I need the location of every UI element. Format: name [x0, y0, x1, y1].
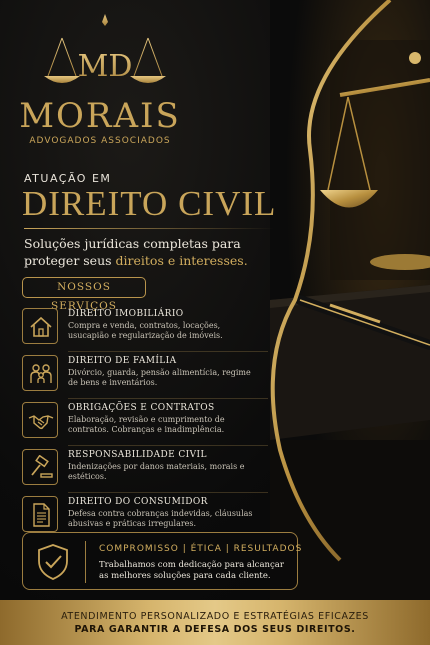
service-item-civil-liability: [22, 447, 272, 491]
brand-subtitle: ADVOGADOS ASSOCIADOS: [29, 136, 171, 146]
service-description: Divórcio, guarda, pensão alimentícia, regime de bens e inventários.: [68, 368, 251, 387]
service-title: DIREITO IMOBILIÁRIO: [68, 309, 184, 319]
commitment-box: [22, 532, 303, 590]
footer-line-2: PARA GARANTIR A DEFESA DOS SEUS DIREITOS.: [74, 624, 356, 635]
service-title: DIREITO DO CONSUMIDOR: [68, 497, 208, 507]
handshake-icon: [22, 402, 58, 438]
commitment-message: Trabalhamos com dedicação para alcançar as melhores soluções para cada cliente.: [99, 560, 284, 581]
service-title: OBRIGAÇÕES E CONTRATOS: [68, 403, 215, 413]
house-icon: [22, 308, 58, 344]
service-description: Indenizações por danos materiais, morais e estéticos.: [68, 462, 245, 481]
service-title: DIREITO DE FAMÍLIA: [68, 356, 177, 366]
service-description: Elaboração, revisão e cumprimento de contratos. Cobranças e inadimplência.: [68, 415, 225, 434]
brand-block: [0, 98, 200, 146]
scales-and-pen-photo: [270, 0, 430, 600]
hero-headline: DIREITO CIVIL: [22, 184, 277, 223]
hero-lead-highlight: direitos e interesses.: [115, 253, 248, 268]
service-description: Defesa contra cobranças indevidas, cláusulas abusivas e práticas irregulares.: [68, 509, 253, 528]
headline-divider: [24, 228, 274, 229]
divider: [68, 398, 268, 399]
commitment-tags: COMPROMISSO | ÉTICA | RESULTADOS: [99, 544, 303, 554]
services-list: [22, 306, 272, 541]
scales-logo-icon: [40, 10, 170, 100]
divider: [68, 351, 268, 352]
service-item-contracts: [22, 400, 272, 444]
brand-name: MORAIS: [19, 96, 181, 136]
family-icon: [22, 355, 58, 391]
hero-lead-text: Soluções jurídicas completas para proteger seus: [24, 236, 241, 268]
divider: [85, 541, 86, 583]
footer-banner: [0, 600, 430, 645]
services-label: NOSSOS SERVIÇOS: [22, 277, 146, 298]
document-icon: [22, 496, 58, 532]
shield-check-icon: [35, 543, 71, 581]
hero-lead: [24, 235, 264, 269]
logo-monogram: MD: [77, 49, 133, 84]
service-description: Compra e venda, contratos, locações, usucapião e regularização de imóveis.: [68, 321, 223, 340]
service-item-real-estate: [22, 306, 272, 350]
hero-kicker: ATUAÇÃO EM: [24, 172, 112, 185]
gavel-icon: [22, 449, 58, 485]
service-title: RESPONSABILIDADE CIVIL: [68, 450, 207, 460]
divider: [68, 445, 268, 446]
footer-line-1: ATENDIMENTO PERSONALIZADO E ESTRATÉGIAS EFICAZES: [61, 611, 369, 622]
service-item-family: [22, 353, 272, 397]
divider: [68, 492, 268, 493]
